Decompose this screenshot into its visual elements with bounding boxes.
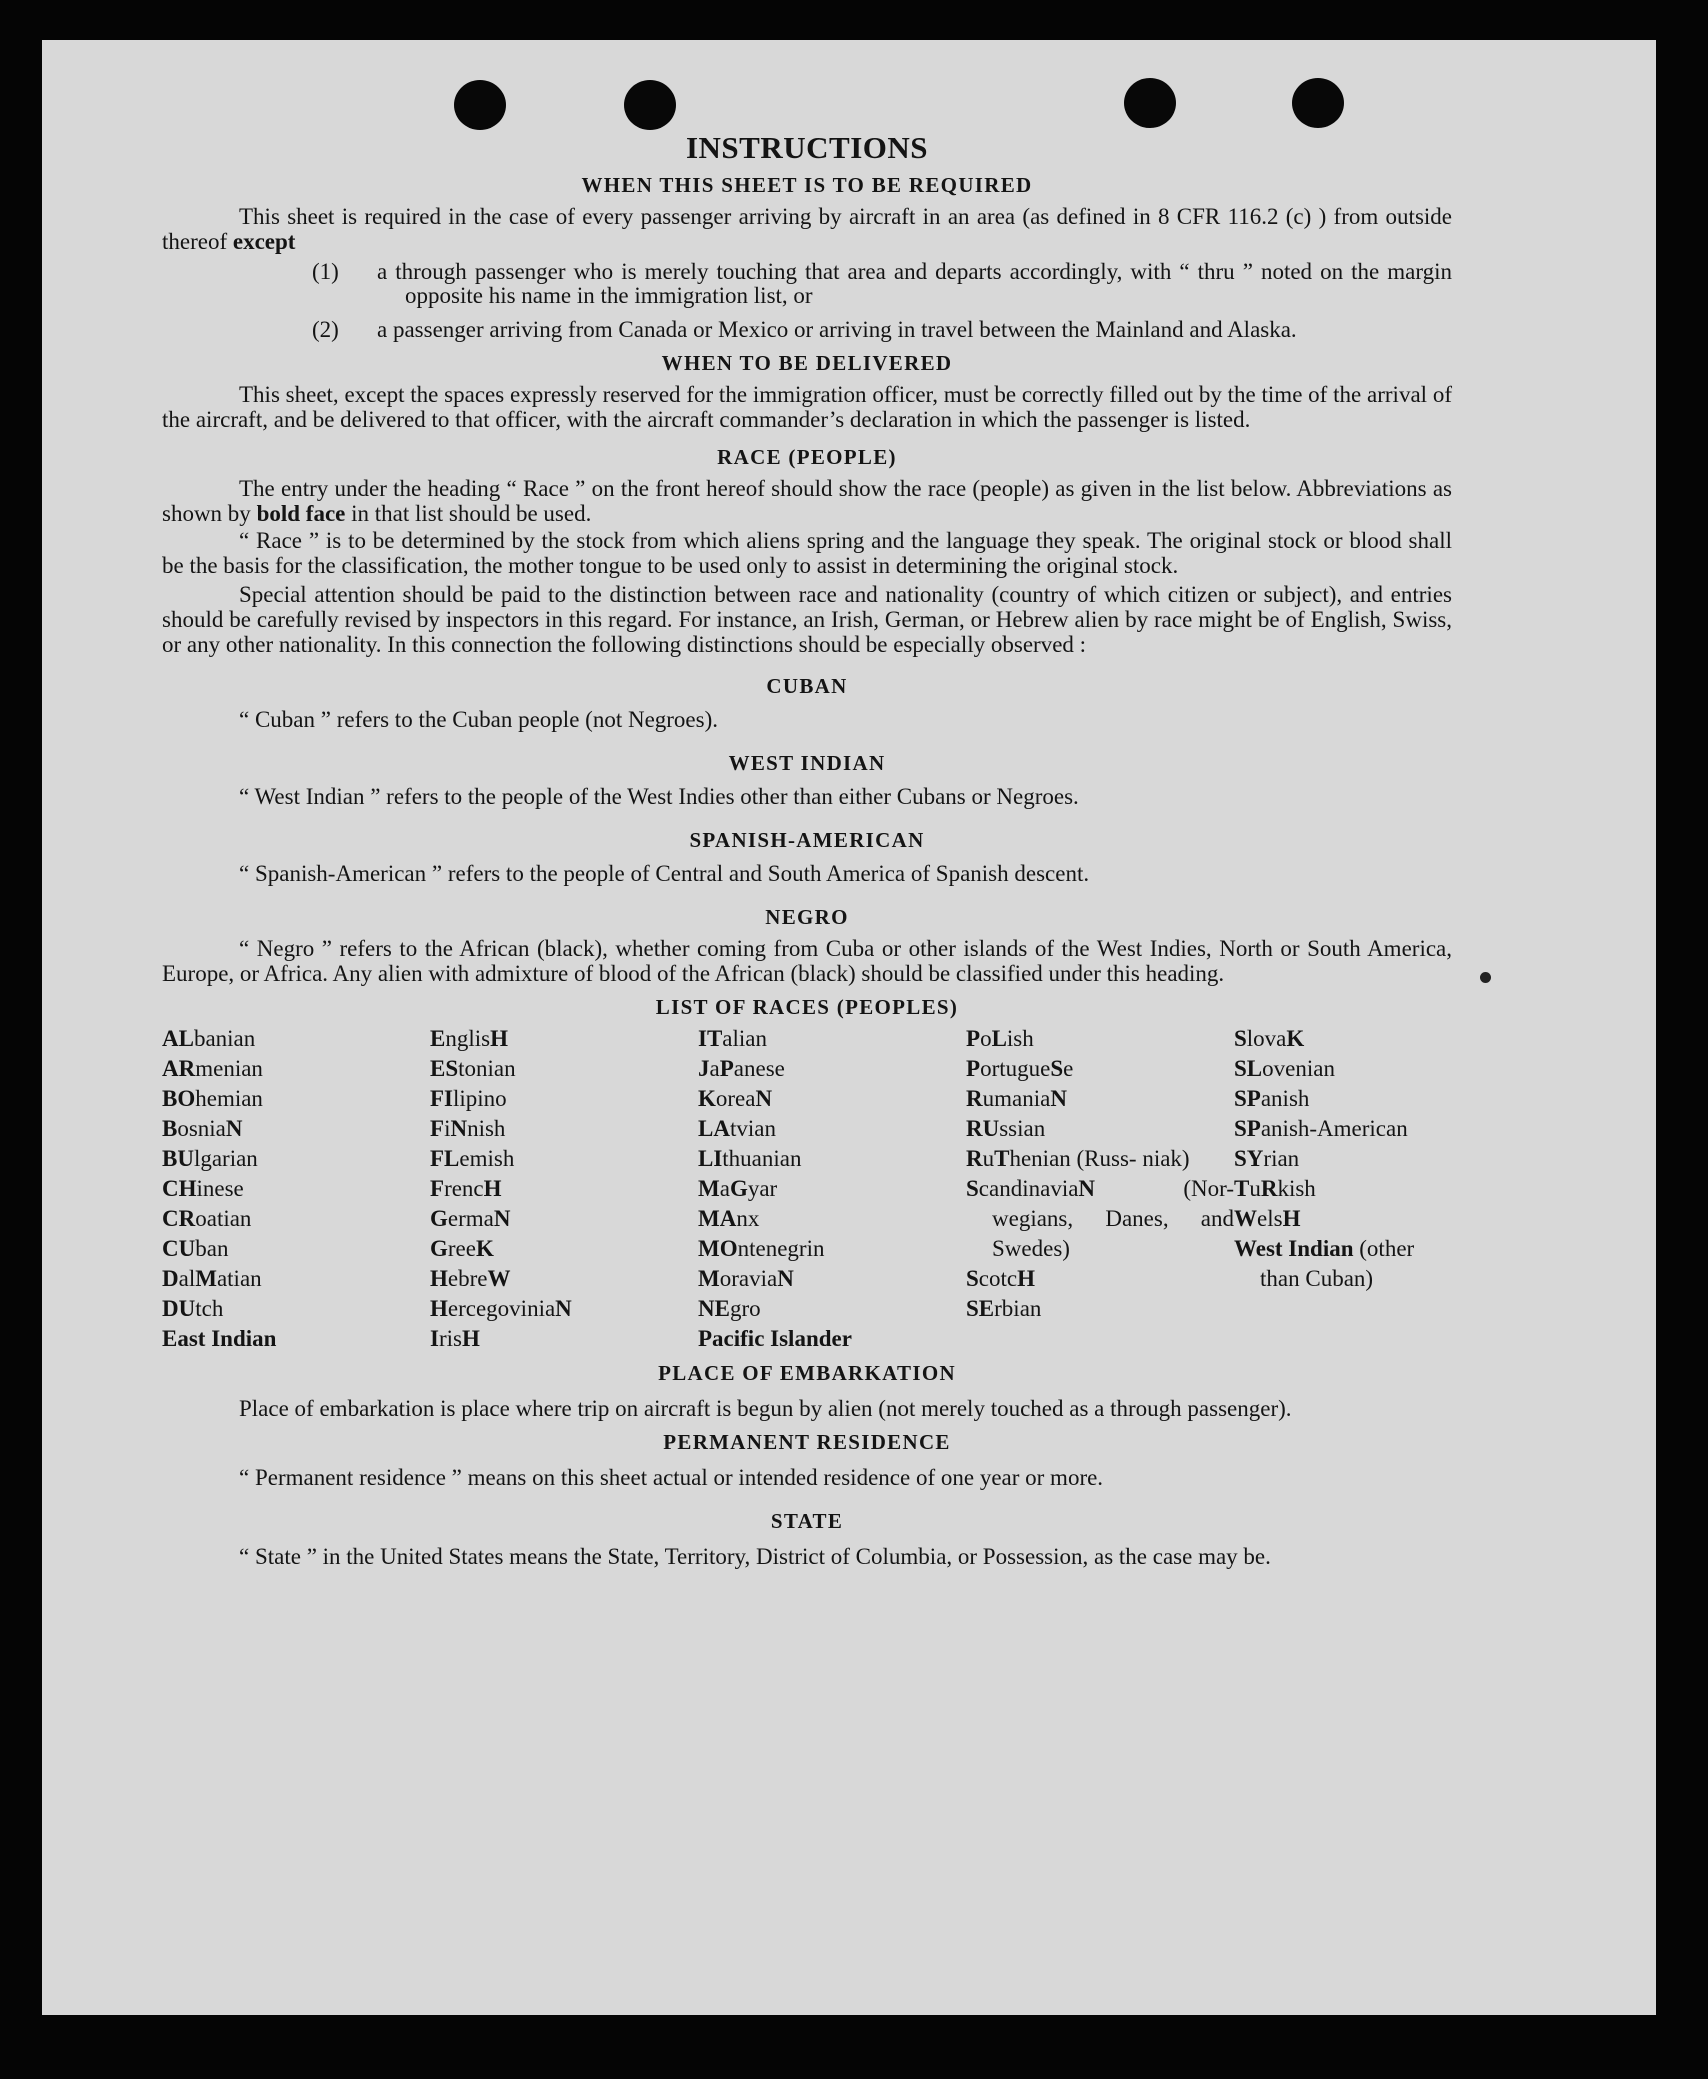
race-entry: RUssian — [966, 1116, 1046, 1141]
race-entry: SPanish-American — [1234, 1116, 1408, 1141]
race-entry: MAnx — [698, 1206, 760, 1231]
race-column-1 — [162, 1024, 430, 1354]
race-entry: PoLish — [966, 1026, 1034, 1051]
race-entry: MoraviaN — [698, 1266, 794, 1291]
race-column-5 — [1234, 1024, 1450, 1354]
race-column-3 — [698, 1024, 966, 1354]
race-entry: PortugueSe — [966, 1056, 1074, 1081]
race-entry: GermaN — [430, 1206, 511, 1231]
race-entry: CUban — [162, 1236, 229, 1261]
race-entry: SYrian — [1234, 1146, 1300, 1171]
race-entry: FrencH — [430, 1176, 502, 1201]
race-paragraph-2: “ Race ” is to be determined by the stock from which aliens spring and the language they speak. The original stock or blood shall be the basis for the classification, the mother tongue to be used only to assist in determining the original stock. — [162, 528, 1452, 578]
ink-speck — [1480, 972, 1491, 983]
heading-permanent-residence: PERMANENT RESIDENCE — [663, 1430, 951, 1454]
race-entry: MaGyar — [698, 1176, 778, 1201]
heading-west-indian: WEST INDIAN — [728, 751, 886, 775]
race-entry: MOntenegrin — [698, 1236, 825, 1261]
race-entry: FLemish — [430, 1146, 515, 1171]
race-entry: CRoatian — [162, 1206, 252, 1231]
race-entry: HercegoviniaN — [430, 1296, 572, 1321]
heading-when-required: WHEN THIS SHEET IS TO BE REQUIRED — [581, 173, 1033, 197]
race-entry: GreeK — [430, 1236, 494, 1261]
race-entry: IrisH — [430, 1326, 480, 1351]
race-entry: BUlgarian — [162, 1146, 258, 1171]
heading-list-of-races: LIST OF RACES (PEOPLES) — [655, 995, 959, 1019]
punch-hole-1 — [454, 80, 506, 130]
negro-text: “ Negro ” refers to the African (black), whether coming from Cuba or other islands of the West Indies, North or South America, Europe, or Africa. Any alien with admixture of blood of the African (black) should be classified under this heading. — [162, 936, 1452, 986]
punch-hole-3 — [1124, 78, 1176, 128]
race-entry: TuRkish — [1234, 1176, 1316, 1201]
race-entry: SErbian — [966, 1296, 1042, 1321]
race-entry: EStonian — [430, 1056, 516, 1081]
spanish-american-text: “ Spanish-American ” refers to the people of Central and South America of Spanish descent. — [239, 861, 1090, 886]
race-entry: LAtvian — [698, 1116, 776, 1141]
heading-cuban: CUBAN — [766, 674, 848, 698]
race-entry: FIlipino — [430, 1086, 507, 1111]
race-entry: JaPanese — [698, 1056, 785, 1081]
race-entry: ScotcH — [966, 1266, 1035, 1291]
race-entry: West Indian (other than Cuban) — [1234, 1236, 1415, 1291]
race-entry: East Indian — [162, 1326, 277, 1351]
race-paragraph-3: Special attention should be paid to the distinction between race and nationality (country of which citizen or subject), and entries should be carefully revised by inspectors in this regard. For instance, an Irish, German, or Hebrew alien by race might be of English, Swiss, or any other nationality. In this connection the following distinctions should be especially observed : — [162, 582, 1452, 657]
race-entry: FiNnish — [430, 1116, 506, 1141]
race-entry: WelsH — [1234, 1206, 1301, 1231]
heading-place-of-embarkation: PLACE OF EMBARKATION — [658, 1361, 956, 1385]
race-entry: LIthuanian — [698, 1146, 802, 1171]
race-entry: ALbanian — [162, 1026, 256, 1051]
state-text: “ State ” in the United States means the State, Territory, District of Columbia, or Possession, as the case may be. — [239, 1544, 1271, 1569]
race-entry: DUtch — [162, 1296, 224, 1321]
instructions-content — [162, 128, 1452, 1569]
when-required-intro: This sheet is required in the case of every passenger arriving by aircraft in an area (as defined in 8 CFR 116.2 (c) ) from outside thereof except — [162, 204, 1452, 254]
race-entry: ARmenian — [162, 1056, 263, 1081]
exception-item-1: (1) a through passenger who is merely touching that area and departs accordingly, with “ thru ” noted on the margin opposite his name in the immigration list, or — [312, 259, 1452, 308]
race-entry: CHinese — [162, 1176, 244, 1201]
race-entry: SlovaK — [1234, 1026, 1305, 1051]
punch-hole-4 — [1292, 78, 1344, 128]
embarkation-text: Place of embarkation is place where trip on aircraft is begun by alien (not merely touched as a through passenger). — [239, 1396, 1292, 1421]
race-entry: RuThenian (Russ- niak) — [966, 1146, 1190, 1171]
cuban-text: “ Cuban ” refers to the Cuban people (not Negroes). — [239, 707, 719, 732]
race-list — [162, 1024, 1452, 1354]
race-entry: ScandinaviaN (Nor- wegians, Danes, and Swedes) — [966, 1176, 1234, 1261]
heading-race: RACE (PEOPLE) — [717, 445, 897, 469]
race-column-4 — [966, 1024, 1234, 1354]
race-entry: EnglisH — [430, 1026, 508, 1051]
race-entry: RumaniaN — [966, 1086, 1067, 1111]
heading-negro: NEGRO — [765, 905, 849, 929]
race-entry: NEgro — [698, 1296, 761, 1321]
race-entry: DalMatian — [162, 1266, 262, 1291]
race-column-2 — [430, 1024, 698, 1354]
race-entry: BosniaN — [162, 1116, 243, 1141]
page-title: INSTRUCTIONS — [685, 130, 928, 165]
race-entry: ITalian — [698, 1026, 767, 1051]
west-indian-text: “ West Indian ” refers to the people of the West Indies other than either Cubans or Negroes. — [239, 784, 1079, 809]
race-entry: BOhemian — [162, 1086, 263, 1111]
exception-item-2: (2) a passenger arriving from Canada or Mexico or arriving in travel between the Mainland and Alaska. — [312, 317, 1297, 342]
race-entry: KoreaN — [698, 1086, 773, 1111]
race-entry: SPanish — [1234, 1086, 1310, 1111]
race-entry: HebreW — [430, 1266, 511, 1291]
heading-state: STATE — [770, 1509, 844, 1533]
race-paragraph-1: The entry under the heading “ Race ” on the front hereof should show the race (people) as given in the list below. Abbreviations as shown by bold face in that list should be used. — [162, 476, 1452, 526]
punch-hole-2 — [624, 80, 676, 130]
when-delivered-text: This sheet, except the spaces expressly reserved for the immigration officer, must be correctly filled out by the time of the arrival of the aircraft, and be delivered to that officer, with the aircraft commander’s declaration in which the passenger is listed. — [162, 382, 1452, 432]
race-entry: SLovenian — [1234, 1056, 1335, 1081]
heading-when-delivered: WHEN TO BE DELIVERED — [661, 351, 953, 375]
heading-spanish-american: SPANISH-AMERICAN — [689, 828, 925, 852]
race-entry: Pacific Islander — [698, 1326, 852, 1351]
residence-text: “ Permanent residence ” means on this sheet actual or intended residence of one year or more. — [239, 1465, 1104, 1490]
